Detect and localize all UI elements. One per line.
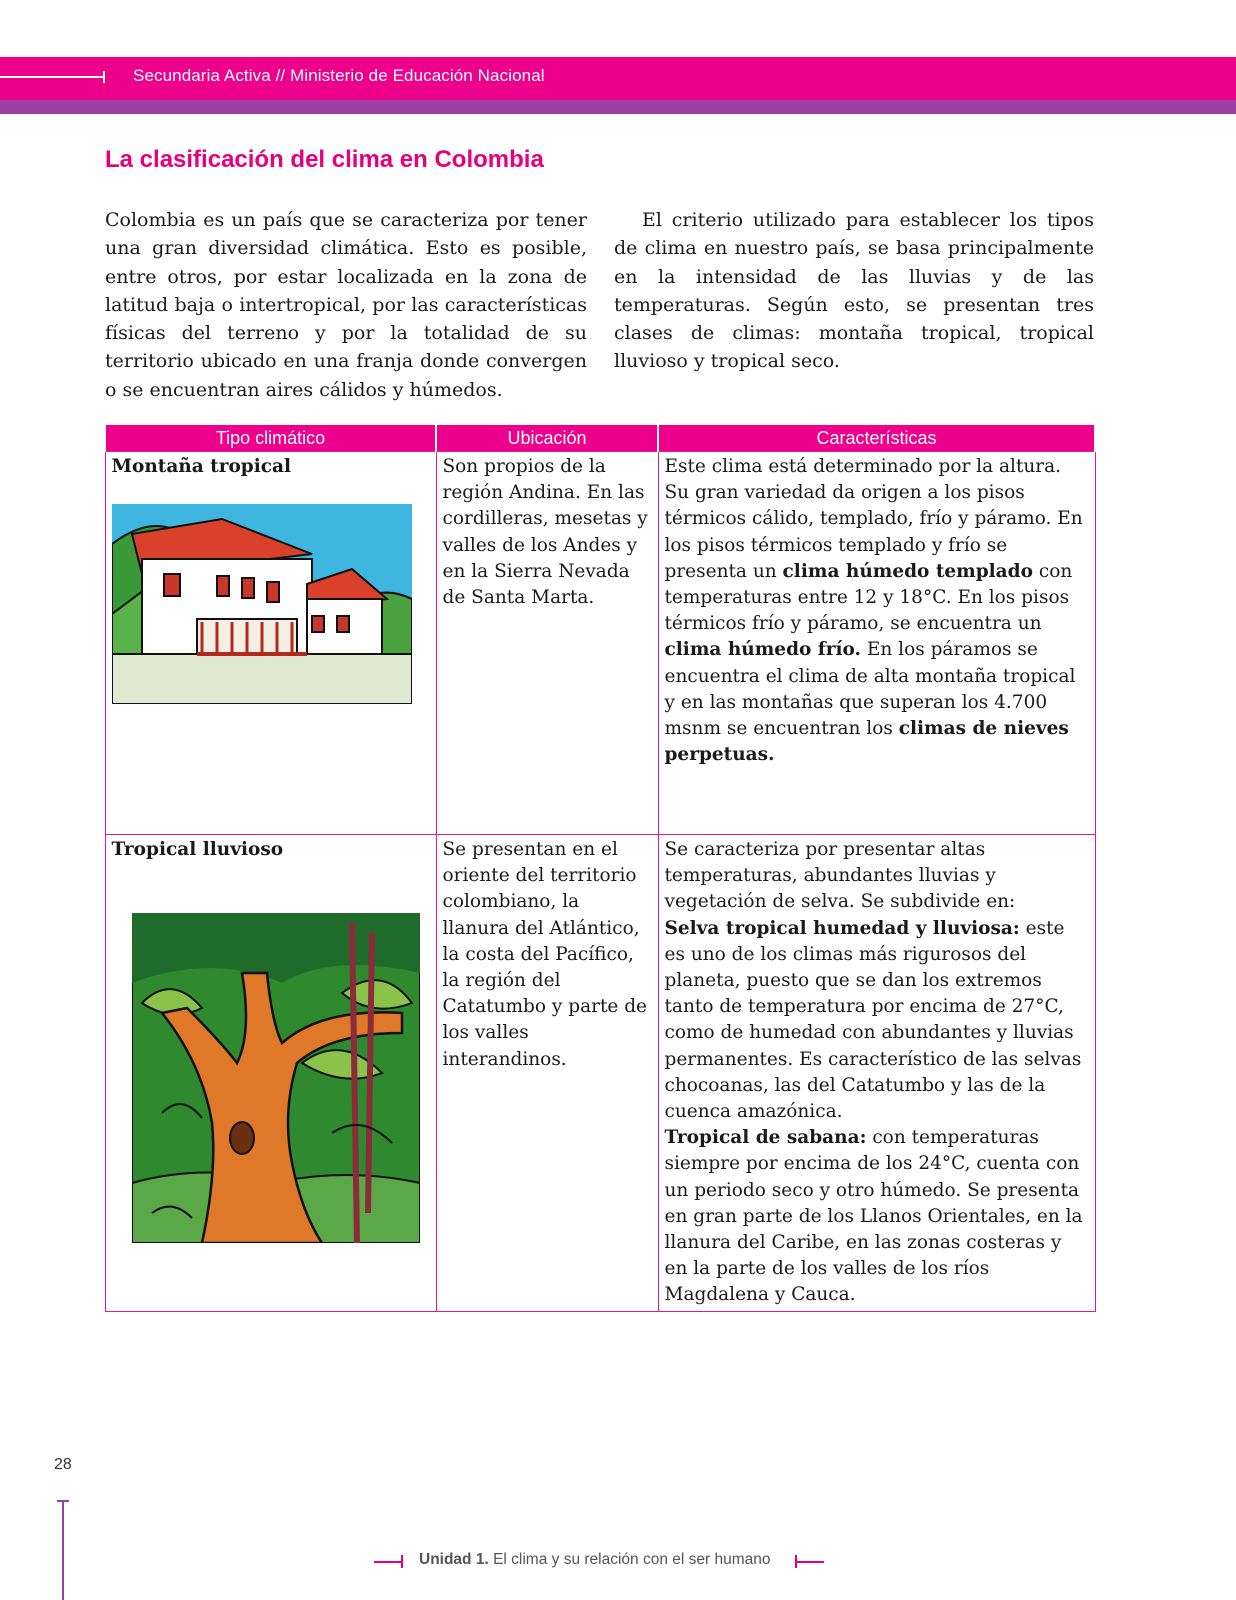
text-segment: este es uno de los climas más rigurosos del planeta, puesto que se dan los extremos tanto de temperatura por encima de 27°C, como de humedad con abundantes y lluvias permanentes. Es característico de las selvas chocoanas, las del Catatumbo y las de la cuenca amazónica. [664,917,1082,1123]
bold-segment: clima húmedo frío. [664,639,861,661]
header-text: Secundaria Activa // Ministerio de Educación Nacional [133,66,545,85]
bold-segment: Selva tropical humedad y lluviosa: [664,917,1020,939]
text-segment: con temperaturas entre 12 y 18°C. En los pisos térmicos frío y páramo, se encuentra un [664,560,1073,635]
footer [374,1550,834,1572]
header-rule [0,76,104,78]
jungle-tree-illustration [132,913,420,1243]
footer-rule-left [374,1561,402,1563]
colonial-house-illustration [112,504,412,704]
climate-table [104,425,1096,1312]
page-margin-line [62,1500,64,1600]
footer-tick-left [401,1555,403,1568]
table-header-row [105,425,1095,452]
climate-type-label: Montaña tropical [111,456,292,477]
footer-unit: Unidad 1. [419,1551,489,1568]
cell-tipo [105,835,436,1312]
header-rule-tick [103,71,105,83]
footer-unit-title: El clima y su relación con el ser humano [488,1551,771,1568]
footer-rule-right [796,1561,824,1563]
header-ubicacion: Ubicación [436,425,658,452]
text-segment: con temperaturas siempre por encima de los 24°C, cuenta con un periodo seco y otro húmedo. Se presenta en gran parte de los Llanos Orientales, en la llanura del Caribe, en las zonas costeras y en la parte de los valles de los ríos Magdalena y Cauca. [664,1127,1083,1306]
bold-segment: clima húmedo templado [782,560,1033,582]
cell-ubicacion: Son propios de la región Andina. En las cordilleras, mesetas y valles de los Andes y en la Sierra Nevada de Santa Marta. [436,452,658,835]
intro-paragraph-left: Colombia es un país que se caracteriza por tener una gran diversidad climática. Esto es posible, entre otros, por estar localizada en la zona de latitud baja o intertropical, por las características físicas del terreno y por la totalidad de su territorio ubicado en una franja donde convergen o se encuentran aires cálidos y húmedos. [105,209,587,401]
cell-tipo [105,452,436,835]
page-number: 28 [54,1456,72,1473]
table-row [105,835,1095,1312]
bold-segment: climas de nieves perpetuas. [664,718,1069,766]
header-tipo: Tipo climático [105,425,436,452]
table-row [105,452,1095,835]
text-segment: Este clima está determinado por la altura. Su gran variedad da origen a los pisos térmicos cálido, templado, frío y páramo. En los pisos térmicos templado y frío se presenta un [664,456,1083,582]
section-title: La clasificación del clima en Colombia [105,146,544,173]
header-caracteristicas: Características [658,425,1095,452]
cell-caracteristicas [658,452,1095,835]
cell-caracteristicas [658,835,1095,1312]
text-segment: Se caracteriza por presentar altas temperaturas, abundantes lluvias y vegetación de selva. Se subdivide en: [664,839,1016,913]
intro-paragraph-right: El criterio utilizado para establecer los tipos de clima en nuestro país, se basa principalmente en la intensidad de las lluvias y de las temperaturas. Según esto, se presentan tres clases de climas: montaña tropical, tropical lluvioso y tropical seco. [614,209,1094,373]
footer-text [419,1551,770,1569]
cell-ubicacion: Se presentan en el oriente del territorio colombiano, la llanura del Atlántico, la costa del Pacífico, la región del Catatumbo y parte de los valles interandinos. [436,835,658,1312]
page-margin-tick [57,1500,69,1502]
climate-type-label: Tropical lluvioso [111,839,284,860]
header-stripe [0,100,1236,114]
bold-segment: Tropical de sabana: [664,1127,867,1149]
text-segment: En los páramos se encuentra el clima de alta montaña tropical y en las montañas que superan los 4.700 msnm se encuentran los [664,639,1076,740]
